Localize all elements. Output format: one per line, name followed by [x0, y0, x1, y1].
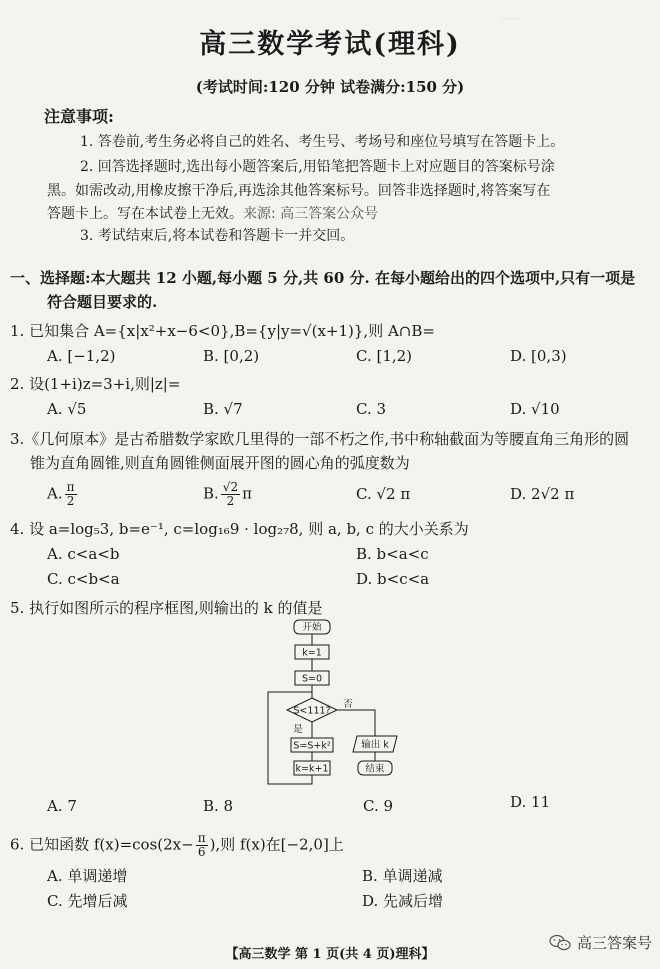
fc-init-k-label: k=1 [302, 647, 322, 659]
q2-stem: 2. 设(1+i)z=3+i,则|z|= [10, 375, 181, 393]
q5-option-d: D. 11 [510, 793, 551, 811]
wechat-label: 高三答案号 [576, 934, 652, 952]
q3-a-denominator: 2 [66, 494, 75, 508]
q3-option-b-suffix: π [242, 484, 252, 503]
fc-start-label: 开始 [302, 622, 322, 633]
q6-denominator: 6 [197, 845, 206, 859]
q3-option-a-prefix: A. [47, 484, 63, 503]
q1-option-b: B. [0,2) [203, 347, 260, 365]
q3-option-b [203, 481, 252, 508]
q3-option-b-fraction [221, 481, 240, 508]
q2-option-a: A. √5 [47, 400, 87, 418]
q6-option-b: B. 单调递减 [362, 867, 443, 885]
q1-stem: 1. 已知集合 A={x|x²+x−6<0},B={y|y=√(x+1)},则 A∩B= [10, 322, 435, 340]
q3-a-numerator: π [66, 480, 75, 494]
q6-fraction [196, 832, 208, 859]
q4-option-a: A. c<a<b [47, 545, 120, 563]
q3-stem-line1: 3.《几何原本》是古希腊数学家欧几里得的一部不朽之作,书中称轴截面为等腰直角三角形的圆 [10, 430, 630, 448]
q3-option-a [47, 481, 79, 508]
exam-subtitle: (考试时间:120 分钟 试卷满分:150 分) [195, 78, 465, 96]
q5-option-a: A. 7 [47, 797, 77, 815]
bleed-through-text: ····· [500, 12, 520, 26]
notice-item-2c-text: 答题卡上。写在本试卷上无效。 [47, 206, 243, 222]
q2-option-c: C. 3 [356, 400, 387, 418]
q5-option-c: C. 9 [363, 797, 394, 815]
fc-no-label: 否 [343, 699, 353, 710]
q4-option-c: C. c<b<a [47, 570, 120, 588]
fc-update-k-label: k=k+1 [295, 763, 329, 775]
fc-init-s-label: S=0 [301, 673, 323, 685]
q6-stem-part1: 6. 已知函数 f(x)=cos(2x− [10, 835, 194, 854]
source-watermark: 来源: 高三答案公众号 [243, 206, 379, 222]
q5-option-b: B. 8 [203, 797, 234, 815]
notice-item-2a: 2. 回答选择题时,选出每小题答案后,用铅笔把答题卡上对应题目的答案标号涂 [80, 159, 555, 175]
exam-title: 高三数学考试(理科) [199, 29, 461, 60]
q4-option-d: D. b<c<a [356, 570, 430, 588]
q6-option-d: D. 先减后增 [362, 892, 444, 910]
page-footer: 【高三数学 第 1 页(共 4 页)理科】 [225, 947, 435, 962]
q6-stem-part2: ),则 f(x)在[−2,0]上 [209, 835, 344, 854]
q3-option-d: D. 2√2 π [510, 485, 575, 503]
wechat-badge [549, 932, 652, 953]
q6-stem [10, 832, 344, 859]
section-heading-line2: 符合题目要求的. [47, 293, 158, 311]
fc-output-label: 输出 k [361, 739, 389, 751]
q3-option-c: C. √2 π [356, 485, 411, 503]
q2-option-b: B. √7 [203, 400, 243, 418]
notice-item-2b: 黑。如需改动,用橡皮擦干净后,再选涂其他答案标号。回答非选择题时,将答案写在 [47, 183, 551, 199]
notice-heading: 注意事项: [44, 107, 114, 126]
fc-update-s-label: S=S+k² [293, 740, 331, 752]
q3-b-numerator: √2 [222, 480, 239, 494]
q6-numerator: π [197, 831, 206, 845]
q3-option-b-prefix: B. [203, 484, 219, 503]
q2-option-d: D. √10 [510, 400, 560, 418]
q3-option-a-fraction [65, 481, 77, 508]
notice-item-2c [47, 203, 378, 223]
notice-item-3: 3. 考试结束后,将本试卷和答题卡一并交回。 [80, 228, 355, 244]
q5-stem: 5. 执行如图所示的程序框图,则输出的 k 的值是 [10, 599, 323, 617]
q3-b-denominator: 2 [226, 494, 235, 508]
notice-item-1: 1. 答卷前,考生务必将自己的姓名、考生号、考场号和座位号填写在答题卡上。 [80, 134, 565, 150]
q6-option-a: A. 单调递增 [47, 867, 128, 885]
fc-arrow-no-branch [337, 710, 375, 736]
section-heading-line1: 一、选择题:本大题共 12 小题,每小题 5 分,共 60 分. 在每小题给出的四个选项中,只有一项是 [10, 269, 636, 287]
q4-stem: 4. 设 a=log₅3, b=e⁻¹, c=log₁₆9 · log₂₇8, 则 a, b, c 的大小关系为 [10, 520, 469, 538]
q1-option-d: D. [0,3) [510, 347, 567, 365]
fc-end-label: 结束 [365, 763, 385, 775]
q4-option-b: B. b<a<c [356, 545, 429, 563]
fc-yes-label: 是 [293, 724, 303, 735]
wechat-icon [549, 934, 571, 952]
q1-option-a: A. [−1,2) [47, 347, 116, 365]
fc-condition-label: S<111? [293, 705, 331, 717]
q3-stem-line2: 锥为直角圆锥,则直角圆锥侧面展开图的圆心角的弧度数为 [30, 454, 410, 472]
q1-option-c: C. [1,2) [356, 347, 413, 365]
program-flowchart [262, 618, 402, 790]
q6-option-c: C. 先增后减 [47, 892, 128, 910]
